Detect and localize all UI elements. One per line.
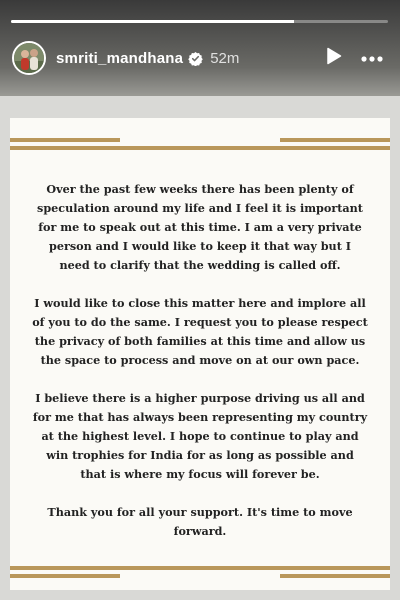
profile-avatar[interactable] xyxy=(12,41,46,75)
statement-paragraph: Over the past few weeks there has been plenty of speculation around my life and I feel it is important for me to speak out at this time. I am a very private person and I would like to keep it that way but I need to clarify that the wedding is called off. xyxy=(37,182,363,272)
story-timestamp: 52m xyxy=(210,49,240,67)
story-progress-fill xyxy=(11,20,294,23)
statement-card xyxy=(10,118,390,590)
play-icon xyxy=(326,47,342,70)
gold-stripe xyxy=(10,138,120,142)
statement-text xyxy=(32,180,368,541)
gold-stripe xyxy=(10,146,390,150)
story-progress-bar xyxy=(11,20,388,23)
username-link[interactable]: smriti_mandhana xyxy=(56,49,184,67)
gold-stripe xyxy=(10,574,120,578)
more-options-button[interactable] xyxy=(356,42,388,74)
more-dots-icon xyxy=(361,49,383,67)
story-header xyxy=(12,38,388,78)
statement-paragraph: I believe there is a higher purpose driving us all and for me that has always been representing my country at the highest level. I hope to continue to play and win trophies for India for as long as possible and that is where my focus will forever be. xyxy=(32,391,368,481)
gold-stripe xyxy=(10,566,390,570)
gold-stripe xyxy=(280,138,390,142)
play-button[interactable] xyxy=(318,42,350,74)
statement-paragraph: I would like to close this matter here and implore all of you to do the same. I request you to please respect the privacy of both families at this time and allow us the space to process and move on at our own pace. xyxy=(32,296,368,367)
statement-paragraph: Thank you for all your support. It's time to move forward. xyxy=(47,505,353,538)
verified-badge-icon xyxy=(188,51,203,66)
gold-stripe xyxy=(280,574,390,578)
